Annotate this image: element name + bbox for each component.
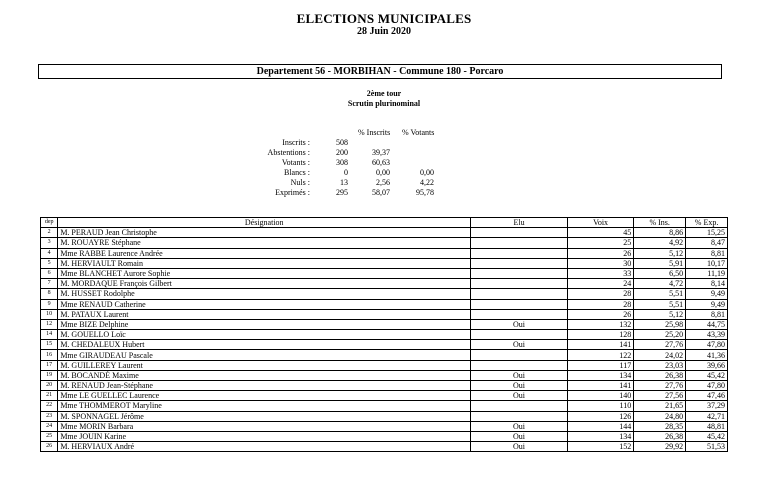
cell-candidate: Mme THOMMEROT Maryline	[58, 401, 471, 411]
cell-elu	[471, 299, 568, 309]
cell-pct-exp: 39,66	[686, 360, 728, 370]
cell-dep: 23	[41, 411, 58, 421]
summary-value: 13	[340, 178, 348, 187]
cell-pct-exp: 8,47	[686, 238, 728, 248]
cell-candidate: M. SPONNAGEL Jérôme	[58, 411, 471, 421]
summary-row	[240, 168, 460, 178]
cell-pct-ins: 25,98	[634, 319, 686, 329]
cell-dep: 25	[41, 431, 58, 441]
cell-pct-ins: 8,86	[634, 228, 686, 238]
cell-candidate: Mme LE GUELLEC Laurence	[58, 391, 471, 401]
cell-elu	[471, 238, 568, 248]
table-row	[41, 401, 728, 411]
cell-elu: Oui	[471, 381, 568, 391]
cell-pct-exp: 48,81	[686, 421, 728, 431]
cell-pct-ins: 5,51	[634, 289, 686, 299]
table-row	[41, 309, 728, 319]
commune-banner: Departement 56 - MORBIHAN - Commune 180 - Porcaro	[38, 64, 722, 79]
cell-elu: Oui	[471, 370, 568, 380]
summary-label: Exprimés :	[275, 188, 310, 197]
cell-pct-ins: 27,76	[634, 381, 686, 391]
summary-value: 0	[344, 168, 348, 177]
summary-row	[240, 138, 460, 148]
cell-pct-exp: 8,81	[686, 248, 728, 258]
cell-voix: 33	[567, 268, 633, 278]
cell-pct-exp: 8,14	[686, 279, 728, 289]
cell-pct-ins: 29,92	[634, 442, 686, 452]
summary-value: 295	[336, 188, 348, 197]
cell-candidate: M. RENAUD Jean-Stéphane	[58, 381, 471, 391]
cell-elu	[471, 330, 568, 340]
cell-dep: 4	[41, 248, 58, 258]
table-row	[41, 289, 728, 299]
col-dep: dep	[41, 218, 58, 228]
cell-dep: 21	[41, 391, 58, 401]
cell-voix: 128	[567, 330, 633, 340]
table-row	[41, 391, 728, 401]
cell-pct-exp: 47,46	[686, 391, 728, 401]
table-row	[41, 431, 728, 441]
table-row	[41, 268, 728, 278]
table-row	[41, 370, 728, 380]
cell-pct-ins: 27,76	[634, 340, 686, 350]
cell-candidate: M. MORDAQUE François Gilbert	[58, 279, 471, 289]
cell-pct-ins: 24,02	[634, 350, 686, 360]
cell-voix: 152	[567, 442, 633, 452]
cell-pct-ins: 5,91	[634, 258, 686, 268]
cell-candidate: M. GOUELLO Loïc	[58, 330, 471, 340]
table-row	[41, 411, 728, 421]
cell-dep: 15	[41, 340, 58, 350]
col-pct-ins: % Ins.	[634, 218, 686, 228]
cell-dep: 19	[41, 370, 58, 380]
cell-pct-exp: 10,17	[686, 258, 728, 268]
cell-voix: 126	[567, 411, 633, 421]
summary-header	[240, 128, 460, 138]
cell-pct-exp: 37,29	[686, 401, 728, 411]
cell-candidate: M. HERVIAUX André	[58, 442, 471, 452]
summary-row	[240, 178, 460, 188]
table-row	[41, 350, 728, 360]
cell-dep: 22	[41, 401, 58, 411]
cell-pct-exp: 41,36	[686, 350, 728, 360]
table-row	[41, 360, 728, 370]
cell-voix: 110	[567, 401, 633, 411]
cell-pct-ins: 5,51	[634, 299, 686, 309]
cell-pct-ins: 23,03	[634, 360, 686, 370]
cell-pct-exp: 51,53	[686, 442, 728, 452]
table-row	[41, 279, 728, 289]
table-row	[41, 381, 728, 391]
summary-pct-votants: 0,00	[420, 168, 434, 177]
cell-elu	[471, 258, 568, 268]
cell-pct-exp: 15,25	[686, 228, 728, 238]
cell-elu	[471, 309, 568, 319]
cell-elu	[471, 360, 568, 370]
cell-elu: Oui	[471, 340, 568, 350]
cell-candidate: M. HERVIAULT Romain	[58, 258, 471, 268]
summary-row	[240, 148, 460, 158]
turnout-summary	[240, 128, 460, 208]
cell-elu	[471, 401, 568, 411]
cell-candidate: Mme GIRAUDEAU Pascale	[58, 350, 471, 360]
col-elu: Elu	[471, 218, 568, 228]
cell-voix: 141	[567, 381, 633, 391]
cell-pct-ins: 4,72	[634, 279, 686, 289]
cell-elu: Oui	[471, 431, 568, 441]
cell-elu	[471, 411, 568, 421]
cell-elu: Oui	[471, 421, 568, 431]
cell-dep: 3	[41, 238, 58, 248]
table-row	[41, 299, 728, 309]
pct-inscrits-header: % Inscrits	[358, 128, 391, 137]
cell-pct-exp: 45,42	[686, 370, 728, 380]
cell-pct-ins: 4,92	[634, 238, 686, 248]
cell-pct-ins: 26,38	[634, 370, 686, 380]
cell-candidate: Mme BLANCHET Aurore Sophie	[58, 268, 471, 278]
summary-label: Nuls :	[290, 178, 310, 187]
col-designation: Désignation	[58, 218, 471, 228]
table-body	[41, 228, 728, 452]
summary-pct-votants: 4,22	[420, 178, 434, 187]
cell-voix: 141	[567, 340, 633, 350]
cell-pct-exp: 9,49	[686, 299, 728, 309]
cell-candidate: Mme RABBE Laurence Andrée	[58, 248, 471, 258]
cell-voix: 28	[567, 289, 633, 299]
cell-dep: 9	[41, 299, 58, 309]
cell-voix: 24	[567, 279, 633, 289]
ballot-type: Scrutin plurinominal	[347, 99, 421, 108]
cell-elu	[471, 228, 568, 238]
table-row	[41, 340, 728, 350]
cell-pct-ins: 6,50	[634, 268, 686, 278]
candidates-table	[40, 217, 728, 452]
summary-value: 200	[336, 148, 348, 157]
summary-label: Abstentions :	[267, 148, 310, 157]
cell-voix: 140	[567, 391, 633, 401]
cell-dep: 8	[41, 289, 58, 299]
cell-dep: 12	[41, 319, 58, 329]
cell-dep: 26	[41, 442, 58, 452]
col-voix: Voix	[567, 218, 633, 228]
cell-voix: 117	[567, 360, 633, 370]
cell-elu	[471, 268, 568, 278]
cell-elu	[471, 289, 568, 299]
summary-row	[240, 158, 460, 168]
cell-candidate: Mme JOUIN Karine	[58, 431, 471, 441]
cell-dep: 20	[41, 381, 58, 391]
cell-pct-exp: 8,81	[686, 309, 728, 319]
cell-pct-ins: 5,12	[634, 248, 686, 258]
cell-pct-exp: 45,42	[686, 431, 728, 441]
cell-pct-exp: 47,80	[686, 340, 728, 350]
cell-voix: 132	[567, 319, 633, 329]
summary-pct-inscrits: 0,00	[376, 168, 390, 177]
summary-pct-inscrits: 58,07	[372, 188, 390, 197]
round-label: 2ème tour	[366, 89, 402, 98]
cell-pct-exp: 47,80	[686, 381, 728, 391]
cell-voix: 26	[567, 309, 633, 319]
cell-dep: 17	[41, 360, 58, 370]
summary-value: 508	[336, 138, 348, 147]
summary-pct-inscrits: 2,56	[376, 178, 390, 187]
summary-value: 308	[336, 158, 348, 167]
cell-dep: 5	[41, 258, 58, 268]
summary-label: Inscrits :	[282, 138, 310, 147]
cell-pct-ins: 25,20	[634, 330, 686, 340]
cell-voix: 134	[567, 431, 633, 441]
table-row	[41, 258, 728, 268]
page-title: ELECTIONS MUNICIPALES	[296, 11, 472, 26]
summary-row	[240, 188, 460, 198]
cell-candidate: M. ROUAYRE Stéphane	[58, 238, 471, 248]
cell-voix: 25	[567, 238, 633, 248]
cell-pct-ins: 28,35	[634, 421, 686, 431]
cell-elu: Oui	[471, 391, 568, 401]
cell-dep: 10	[41, 309, 58, 319]
cell-candidate: M. PERAUD Jean Christophe	[58, 228, 471, 238]
cell-pct-ins: 26,38	[634, 431, 686, 441]
cell-candidate: Mme MORIN Barbara	[58, 421, 471, 431]
cell-voix: 45	[567, 228, 633, 238]
cell-dep: 2	[41, 228, 58, 238]
cell-dep: 14	[41, 330, 58, 340]
cell-voix: 144	[567, 421, 633, 431]
cell-elu: Oui	[471, 319, 568, 329]
table-row	[41, 442, 728, 452]
cell-candidate: M. HUSSET Rodolphe	[58, 289, 471, 299]
cell-dep: 7	[41, 279, 58, 289]
cell-candidate: M. BOCANDÉ Maxime	[58, 370, 471, 380]
cell-elu	[471, 279, 568, 289]
cell-pct-exp: 43,39	[686, 330, 728, 340]
summary-label: Blancs :	[284, 168, 310, 177]
cell-voix: 26	[567, 248, 633, 258]
table-row	[41, 330, 728, 340]
table-row	[41, 228, 728, 238]
table-row	[41, 238, 728, 248]
cell-voix: 134	[567, 370, 633, 380]
election-date: 28 Juin 2020	[357, 26, 411, 37]
cell-candidate: Mme RENAUD Catherine	[58, 299, 471, 309]
cell-voix: 30	[567, 258, 633, 268]
cell-elu: Oui	[471, 442, 568, 452]
cell-pct-exp: 42,71	[686, 411, 728, 421]
table-row	[41, 319, 728, 329]
cell-pct-exp: 9,49	[686, 289, 728, 299]
cell-pct-ins: 5,12	[634, 309, 686, 319]
summary-pct-votants: 95,78	[416, 188, 434, 197]
summary-pct-inscrits: 39,37	[372, 148, 390, 157]
cell-dep: 16	[41, 350, 58, 360]
table-row	[41, 248, 728, 258]
table-row	[41, 421, 728, 431]
cell-voix: 122	[567, 350, 633, 360]
cell-elu	[471, 248, 568, 258]
cell-dep: 6	[41, 268, 58, 278]
cell-elu	[471, 350, 568, 360]
summary-pct-inscrits: 60,63	[372, 158, 390, 167]
cell-dep: 24	[41, 421, 58, 431]
cell-pct-exp: 44,75	[686, 319, 728, 329]
cell-candidate: Mme BIZE Delphine	[58, 319, 471, 329]
cell-pct-ins: 21,65	[634, 401, 686, 411]
summary-label: Votants :	[281, 158, 310, 167]
cell-candidate: M. CHEDALEUX Hubert	[58, 340, 471, 350]
col-pct-exp: % Exp.	[686, 218, 728, 228]
cell-candidate: M. GUILLEREY Laurent	[58, 360, 471, 370]
cell-pct-ins: 27,56	[634, 391, 686, 401]
summary-rows	[240, 138, 460, 198]
cell-voix: 28	[567, 299, 633, 309]
table-header-row	[41, 218, 728, 228]
cell-pct-ins: 24,80	[634, 411, 686, 421]
pct-votants-header: % Votants	[402, 128, 435, 137]
cell-pct-exp: 11,19	[686, 268, 728, 278]
cell-candidate: M. PATAUX Laurent	[58, 309, 471, 319]
